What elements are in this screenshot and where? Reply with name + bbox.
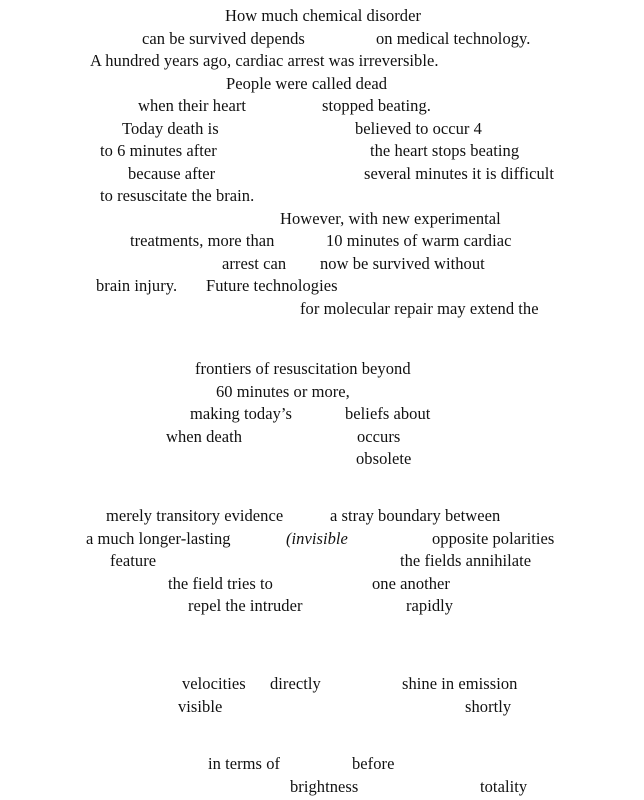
text-fragment: velocities [182, 674, 246, 693]
text-fragment: occurs [357, 426, 401, 446]
text-fragment: directly [270, 674, 321, 693]
text-fragment: repel the intruder [188, 596, 303, 615]
text-fragment: stopped beating. [322, 96, 431, 115]
text-fragment: feature [110, 551, 157, 570]
text-fragment: Future technologies [206, 276, 338, 295]
text-fragment: to resuscitate the brain. [100, 186, 255, 205]
text-fragment: (invisible [286, 528, 348, 548]
text-fragment: People were called dead [226, 73, 388, 93]
text-fragment: believed to occur 4 [355, 118, 482, 138]
text-fragment: brightness [290, 776, 359, 796]
text-line [0, 776, 644, 800]
text-fragment: 60 minutes or more, [216, 381, 350, 401]
text-fragment: merely transitory evidence [106, 506, 284, 525]
text-fragment: one another [372, 573, 450, 593]
text-fragment: totality [480, 776, 528, 796]
text-line [0, 756, 644, 779]
text-fragment: obsolete [356, 449, 412, 468]
text-fragment: on medical technology. [376, 28, 531, 48]
text-fragment: before [352, 754, 395, 773]
text-fragment: Today death is [122, 118, 219, 138]
text-fragment: a much longer-lasting [86, 528, 231, 548]
text-fragment: 10 minutes of warm cardiac [326, 231, 512, 250]
text-fragment: in terms of [208, 754, 281, 773]
text-fragment: making today’s [190, 404, 292, 423]
text-fragment: arrest can [222, 253, 287, 273]
text-fragment: treatments, more than [130, 231, 275, 250]
text-fragment: because after [128, 163, 216, 183]
text-fragment: shortly [465, 696, 512, 716]
text-fragment: a stray boundary between [330, 506, 501, 525]
text-fragment: frontiers of resuscitation beyond [195, 359, 411, 378]
text-fragment: when death [166, 426, 243, 446]
text-fragment: How much chemical disorder [225, 6, 422, 25]
text-fragment: However, with new experimental [280, 208, 501, 228]
text-fragment: shine in emission [402, 674, 518, 693]
text-fragment: visible [178, 696, 223, 716]
text-fragment: beliefs about [345, 404, 431, 423]
text-fragment: when their heart [138, 96, 247, 115]
text-fragment: brain injury. [96, 276, 178, 295]
text-fragment: the heart stops beating [370, 141, 520, 160]
text-fragment: opposite polarities [432, 528, 555, 548]
text-fragment: for molecular repair may extend the [300, 298, 539, 318]
text-fragment: the field tries to [168, 573, 273, 593]
text-fragment: the fields annihilate [400, 551, 532, 570]
text-fragment: now be survived without [320, 253, 485, 273]
text-fragment: to 6 minutes after [100, 141, 217, 160]
text-fragment: can be survived depends [142, 28, 305, 48]
text-fragment: several minutes it is difficult [364, 163, 555, 183]
text-fragment: A hundred years ago, cardiac arrest was irreversible. [90, 51, 439, 70]
text-fragment: rapidly [406, 596, 454, 615]
